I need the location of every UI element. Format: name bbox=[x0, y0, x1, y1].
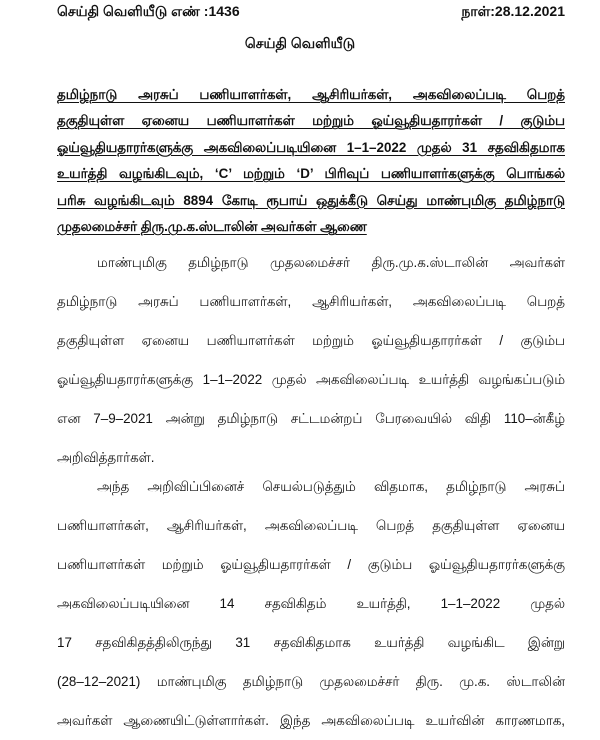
summary-line: தகுதியுள்ள ஏனைய பணியாளர்கள் மற்றும் ஓய்வூதியதாரர்கள் / குடும்ப bbox=[57, 113, 565, 129]
paragraph-line: பணியாளர்கள் மற்றும் ஓய்வூதியதாரர்கள் / குடும்ப ஓய்வூதியதாரர்களுக்கு bbox=[57, 557, 565, 572]
paragraph-line: பணியாளர்கள், ஆசிரியர்கள், அகவிலைப்படி பெறத் தகுதியுள்ள ஏனைய bbox=[57, 518, 565, 533]
summary-heading bbox=[57, 82, 565, 240]
summary-line: தமிழ்நாடு அரசுப் பணியாளர்கள், ஆசிரியர்கள், அகவிலைப்படி பெறத் bbox=[57, 87, 565, 102]
paragraph-line: தகுதியுள்ள ஏனைய பணியாளர்கள் மற்றும் ஓய்வூதியதாரர்கள் / குடும்ப bbox=[57, 333, 565, 348]
paragraph-line: தமிழ்நாடு அரசுப் பணியாளர்கள், ஆசிரியர்கள், அகவிலைப்படி பெறத் bbox=[57, 294, 565, 309]
document-header bbox=[57, 2, 565, 22]
release-date: நாள்:28.12.2021 bbox=[461, 2, 565, 19]
paragraph-line: அறிவித்தார்கள். bbox=[57, 450, 155, 465]
body-paragraph-2 bbox=[57, 467, 565, 740]
paragraph-line: (28–12–2021) மாண்புமிகு தமிழ்நாடு முதலமைச்சர் திரு. மு.க. ஸ்டாலின் bbox=[57, 674, 565, 689]
body-paragraph-1 bbox=[57, 243, 565, 477]
paragraph-line: அவர்கள் ஆணையிட்டுள்ளார்கள். இந்த அகவிலைப்படி உயர்வின் காரணமாக, bbox=[57, 713, 565, 728]
release-number: செய்தி வெளியீடு எண் :1436 bbox=[57, 2, 240, 19]
summary-line: ஓய்வூதியதாரர்களுக்கு அகவிலைப்படியினை 1–1–2022 முதல் 31 சதவிகிதமாக bbox=[57, 139, 565, 155]
summary-line: பரிசு வழங்கிடவும் 8894 கோடி ரூபாய் ஒதுக்கீடு செய்து மாண்புமிகு தமிழ்நாடு bbox=[57, 192, 565, 208]
paragraph-line: என 7–9–2021 அன்று தமிழ்நாடு சட்டமன்றப் பேரவையில் விதி 110–ன்கீழ் bbox=[57, 411, 565, 426]
paragraph-line: அந்த அறிவிப்பினைச் செயல்படுத்தும் விதமாக, தமிழ்நாடு அரசுப் bbox=[97, 479, 565, 494]
document-title: செய்தி வெளியீடு bbox=[244, 35, 356, 51]
paragraph-line: ஓய்வூதியதாரர்களுக்கு 1–1–2022 முதல் அகவிலைப்படி உயர்த்தி வழங்கப்படும் bbox=[57, 372, 565, 387]
paragraph-line: அகவிலைப்படியினை 14 சதவிகிதம் உயர்த்தி, 1–1–2022 முதல் bbox=[57, 596, 565, 611]
summary-line: உயர்த்தி வழங்கிடவும், ‘C’ மற்றும் ‘D’ பிரிவுப் பணியாளர்களுக்கு பொங்கல் bbox=[57, 166, 565, 182]
summary-line: முதலமைச்சர் திரு.மு.க.ஸ்டாலின் அவர்கள் ஆணை bbox=[57, 219, 367, 235]
paragraph-line: மாண்புமிகு தமிழ்நாடு முதலமைச்சர் திரு.மு.க.ஸ்டாலின் அவர்கள் bbox=[97, 255, 565, 270]
paragraph-line: 17 சதவிகிதத்திலிருந்து 31 சதவிகிதமாக உயர்த்தி வழங்கிட இன்று bbox=[57, 635, 565, 650]
